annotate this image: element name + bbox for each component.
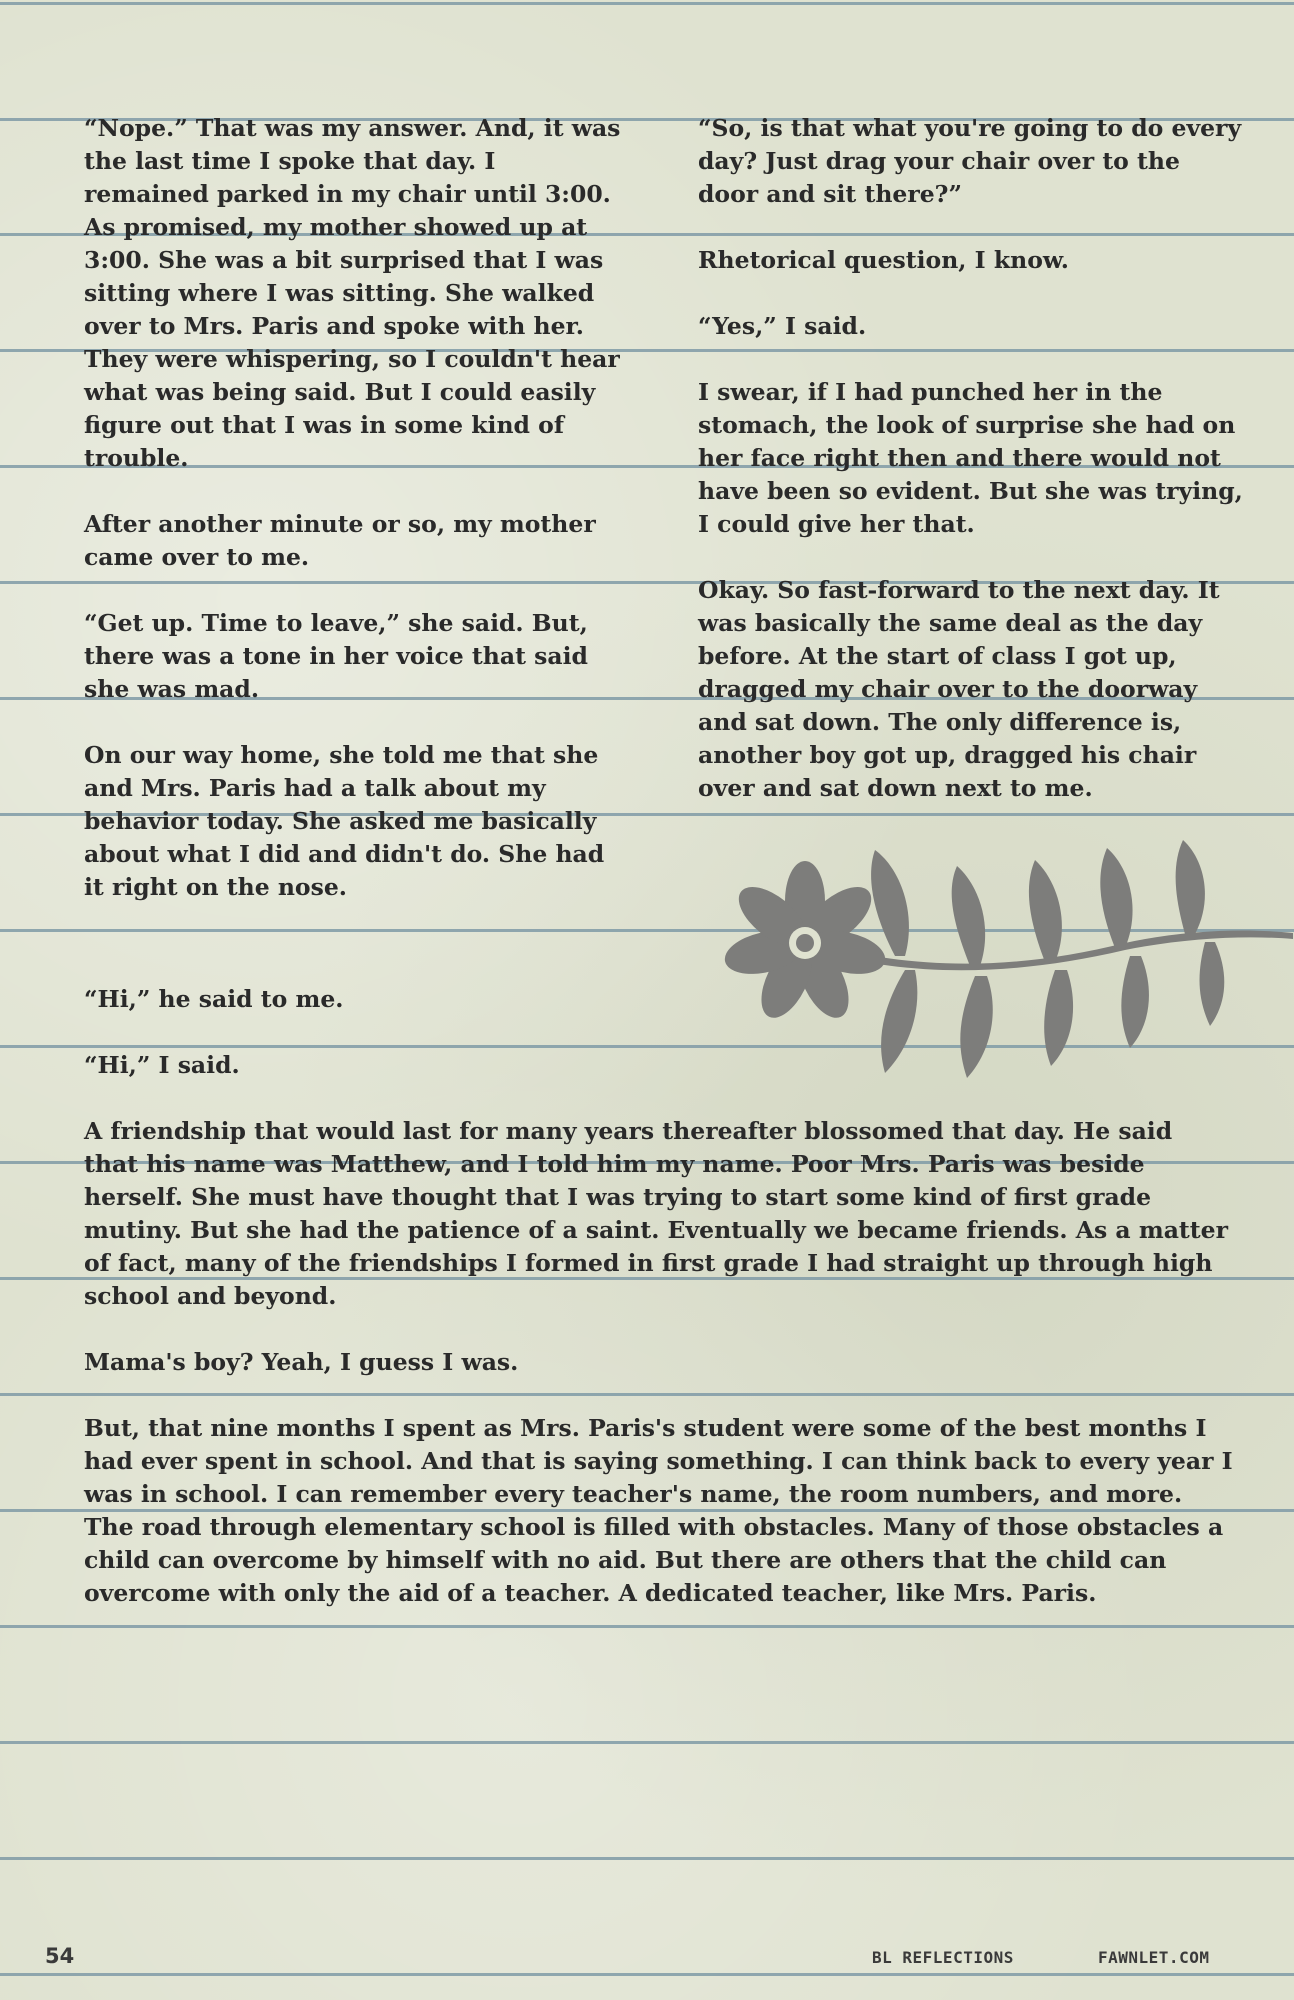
paragraph: After another minute or so, my mother came over to me. <box>84 510 596 571</box>
paragraph: “Get up. Time to leave,” she said. But, there was a tone in her voice that said she was mad. <box>84 609 588 703</box>
paragraph: I swear, if I had punched her in the stomach, the look of surprise she had on her face right then and there would not have been so evident. But she was trying, I could give her that. <box>698 378 1243 538</box>
flower-branch-icon <box>705 838 1293 1088</box>
paragraph: On our way home, she told me that she and Mrs. Paris had a talk about my behavior today. She asked me basically about what I did and didn't do. She had it right on the nose. <box>84 741 605 901</box>
notebook-rule <box>0 2 1294 5</box>
paragraph: “Hi,” he said to me. <box>84 985 344 1013</box>
paragraph: “Yes,” I said. <box>698 312 867 340</box>
notebook-rule <box>0 1857 1294 1860</box>
paragraph: Rhetorical question, I know. <box>698 246 1069 274</box>
full-width-text <box>84 1115 1234 1643</box>
paragraph: “So, is that what you're going to do every day? Just drag your chair over to the door and sit there?” <box>698 114 1242 208</box>
paragraph: “Nope.” That was my answer. And, it was the last time I spoke that day. I remained parked in my chair until 3:00. As promised, my mother showed up at 3:00. She was a bit surprised that I was sitting where I was sitting. She walked over to Mrs. Paris and spoke with her. They were whispering, so I couldn't hear what was being said. But I could easily figure out that I was in some kind of trouble. <box>84 114 621 472</box>
paragraph: Mama's boy? Yeah, I guess I was. <box>84 1348 519 1376</box>
publication-name: BL REFLECTIONS <box>872 1948 1014 1967</box>
dialogue-block <box>84 983 704 1115</box>
right-column <box>698 112 1246 838</box>
paragraph: But, that nine months I spent as Mrs. Paris's student were some of the best months I had ever spent in school. And that is saying something. I can think back to every year I was in school. I can remember every teacher's name, the room numbers, and more. The road through elementary school is filled with obstacles. Many of those obstacles a child can overcome by himself with no aid. But there are others that the child can overcome with only the aid of a teacher. A dedicated teacher, like Mrs. Paris. <box>84 1414 1233 1607</box>
left-column <box>84 112 624 937</box>
site-url: FAWNLET.COM <box>1098 1948 1210 1967</box>
notebook-rule <box>0 1973 1294 1976</box>
paragraph: Okay. So fast-forward to the next day. It was basically the same deal as the day before. At the start of class I got up, dragged my chair over to the doorway and sat down. The only difference is, another boy got up, dragged his chair over and sat down next to me. <box>698 576 1220 802</box>
page-number: 54 <box>45 1944 75 1968</box>
notebook-rule <box>0 1741 1294 1744</box>
paragraph: “Hi,” I said. <box>84 1051 240 1079</box>
paragraph: A friendship that would last for many years thereafter blossomed that day. He said that his name was Matthew, and I told him my name. Poor Mrs. Paris was beside herself. She must have thought that I was trying to start some kind of first grade mutiny. But she had the patience of a saint. Eventually we became friends. As a matter of fact, many of the friendships I formed in first grade I had straight up through high school and beyond. <box>84 1117 1228 1310</box>
